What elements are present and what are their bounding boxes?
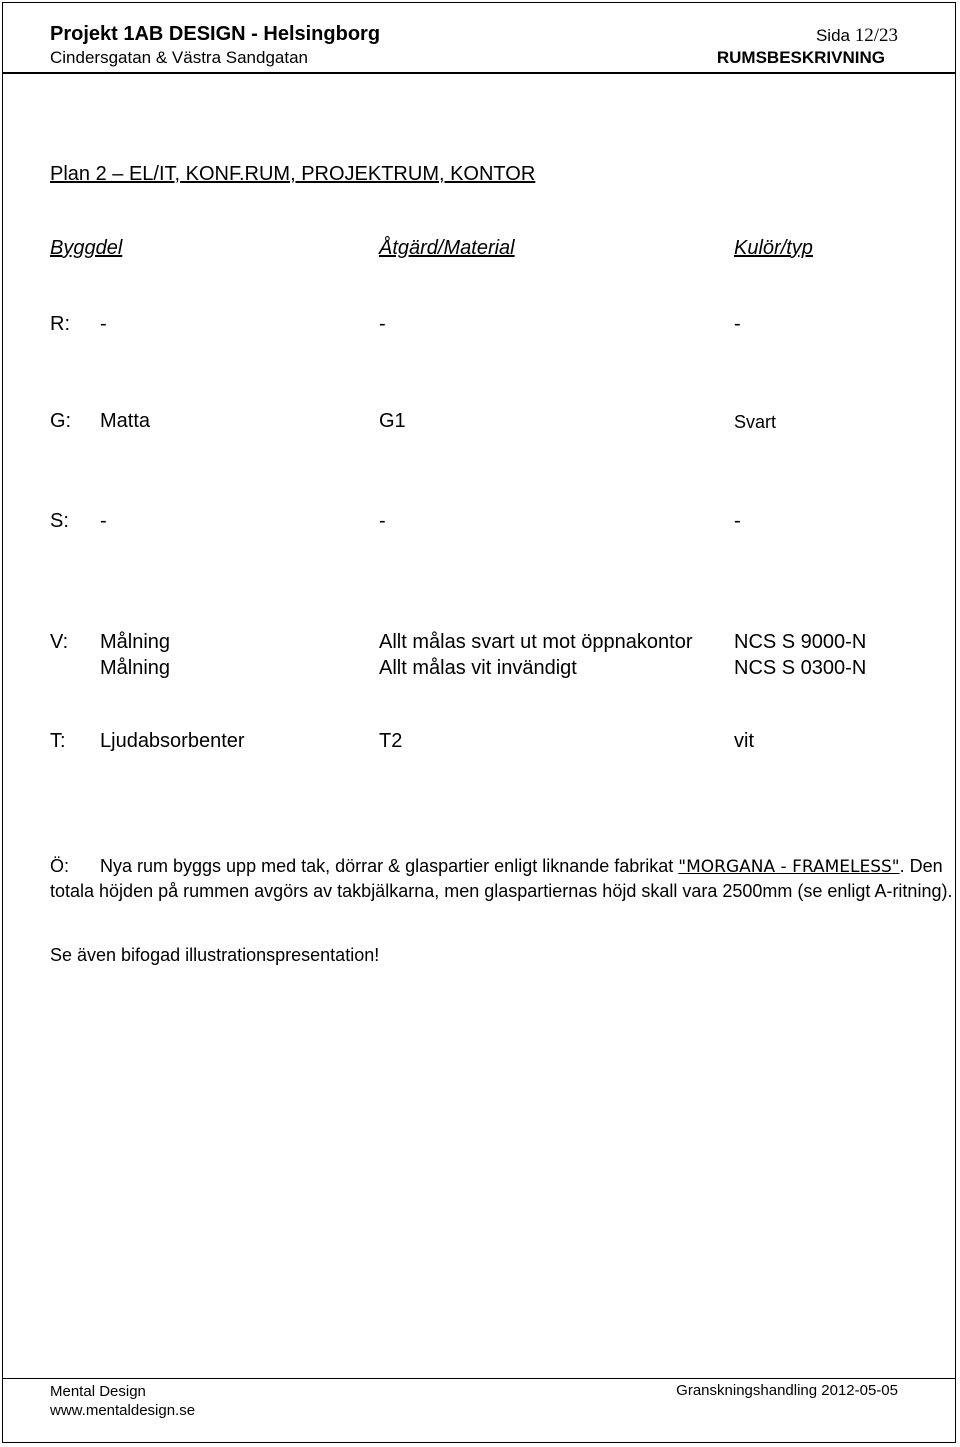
- row-part: Matta: [100, 410, 151, 432]
- row-action: Allt målas vit invändigt: [379, 657, 577, 679]
- column-heading-color: Kulör/typ: [734, 237, 813, 259]
- page-border: [2, 2, 956, 1443]
- row-key: G:: [50, 410, 72, 432]
- row-color: -: [734, 510, 741, 532]
- row-color: Svart: [734, 412, 777, 432]
- product-name: "MORGANA - FRAMELESS": [678, 857, 900, 877]
- note-text-after: . Den totala höjden på rummen avgörs av takbjälkarna, men glaspartiernas höjd skall vara 2500mm (se enligt A-ritning).: [50, 856, 953, 901]
- footer-divider: [2, 1378, 956, 1379]
- section-title: Plan 2 – EL/IT, KONF.RUM, PROJEKTRUM, KONTOR: [50, 163, 536, 185]
- row-color: NCS S 0300-N: [734, 657, 867, 679]
- row-part: Målning: [100, 657, 171, 679]
- row-part: -: [100, 313, 107, 335]
- row-color: NCS S 9000-N: [734, 631, 867, 653]
- see-also-note: Se även bifogad illustrationspresentation!: [50, 945, 380, 965]
- row-key: S:: [50, 510, 69, 532]
- page-label: Sida: [815, 26, 850, 45]
- row-color: -: [734, 313, 741, 335]
- row-action: T2: [379, 730, 403, 752]
- column-heading-action: Åtgärd/Material: [379, 237, 515, 259]
- note-text-before: Nya rum byggs upp med tak, dörrar & glaspartier enligt liknande fabrikat: [100, 856, 679, 876]
- page-indicator: [816, 25, 898, 47]
- footer-company: [50, 1382, 195, 1420]
- row-action: -: [379, 313, 386, 335]
- row-key: V:: [50, 631, 69, 653]
- row-action: G1: [379, 410, 406, 432]
- note-key: Ö:: [50, 856, 70, 876]
- row-key: T:: [50, 730, 66, 752]
- row-color: vit: [734, 730, 754, 752]
- document-type: RUMSBESKRIVNING: [716, 48, 885, 67]
- row-action: Allt målas svart ut mot öppnakontor: [379, 631, 693, 653]
- company-name: Mental Design: [50, 1383, 146, 1400]
- row-key: R:: [50, 313, 70, 335]
- row-part: Ljudabsorbenter: [100, 730, 245, 752]
- page-number: 12/23: [854, 25, 898, 46]
- row-action: -: [379, 510, 386, 532]
- column-heading-part: Byggdel: [50, 237, 123, 259]
- project-address: Cindersgatan & Västra Sandgatan: [50, 48, 309, 67]
- company-website[interactable]: www.mentaldesign.se: [50, 1402, 196, 1419]
- row-part: Målning: [100, 631, 171, 653]
- project-title: Projekt 1AB DESIGN - Helsingborg: [50, 23, 381, 45]
- note-paragraph: [50, 854, 958, 903]
- document-status: Granskningshandling 2012-05-05: [676, 1382, 898, 1399]
- header-divider: [2, 72, 956, 74]
- row-part: -: [100, 510, 107, 532]
